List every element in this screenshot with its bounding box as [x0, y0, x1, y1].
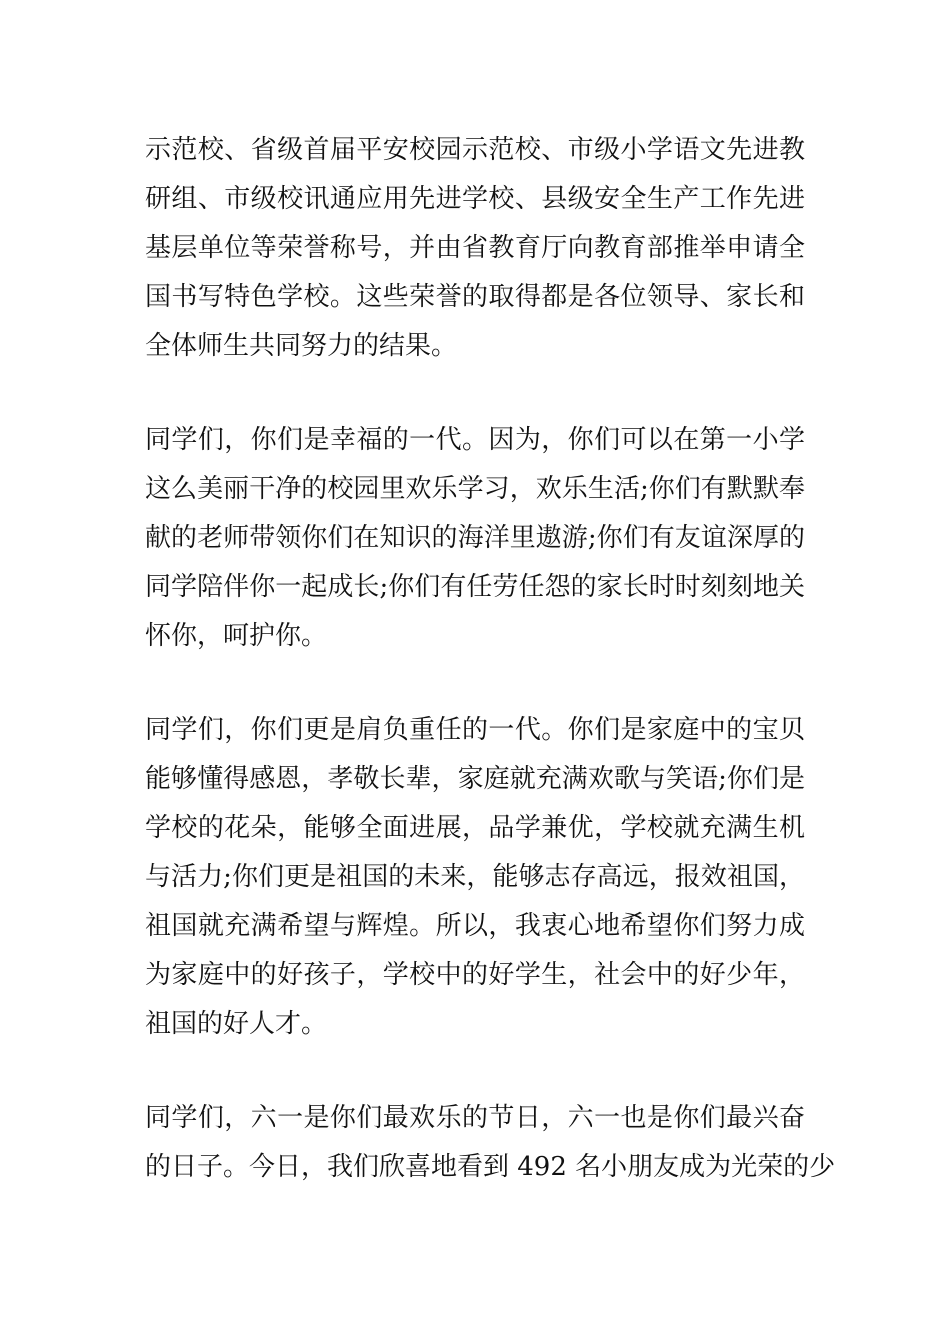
text-line: 同学们，六一是你们最欢乐的节日，六一也是你们最兴奋	[145, 1103, 805, 1133]
text-line: 全体师生共同努力的结果。	[145, 331, 458, 361]
text-line: 同学们，你们是幸福的一代。因为，你们可以在第一小学	[145, 425, 805, 455]
paragraph-happy-generation	[145, 416, 805, 661]
text-line: 的日子。今日，我们欣喜地看到 492 名小朋友成为光荣的少	[145, 1152, 836, 1182]
paragraph-childrens-day	[145, 1094, 836, 1192]
text-line: 与活力;你们更是祖国的未来，能够志存高远，报效祖国，	[145, 862, 805, 892]
text-line: 同学陪伴你一起成长;你们有任劳任怨的家长时时刻刻地关	[145, 572, 805, 602]
paragraph-responsibility	[145, 706, 805, 1049]
text-line: 怀你，呵护你。	[145, 621, 328, 651]
text-line: 祖国就充满希望与辉煌。所以，我衷心地希望你们努力成	[145, 911, 805, 941]
text-line: 为家庭中的好孩子，学校中的好学生，社会中的好少年，	[145, 960, 805, 990]
text-line: 同学们，你们更是肩负重任的一代。你们是家庭中的宝贝	[145, 715, 805, 745]
text-line: 研组、市级校讯通应用先进学校、县级安全生产工作先进	[145, 184, 805, 214]
text-line: 示范校、省级首届平安校园示范校、市级小学语文先进教	[145, 135, 805, 165]
text-line: 学校的花朵，能够全面进展，品学兼优，学校就充满生机	[145, 813, 805, 843]
paragraph-honors	[145, 126, 805, 371]
text-line: 这么美丽干净的校园里欢乐学习，欢乐生活;你们有默默奉	[145, 474, 805, 504]
document-page	[145, 126, 836, 1192]
text-line: 祖国的好人才。	[145, 1009, 328, 1039]
text-line: 献的老师带领你们在知识的海洋里遨游;你们有友谊深厚的	[145, 523, 805, 553]
text-line: 基层单位等荣誉称号，并由省教育厅向教育部推举申请全	[145, 233, 805, 263]
text-line: 能够懂得感恩，孝敬长辈，家庭就充满欢歌与笑语;你们是	[145, 764, 805, 794]
text-line: 国书写特色学校。这些荣誉的取得都是各位领导、家长和	[145, 282, 805, 312]
